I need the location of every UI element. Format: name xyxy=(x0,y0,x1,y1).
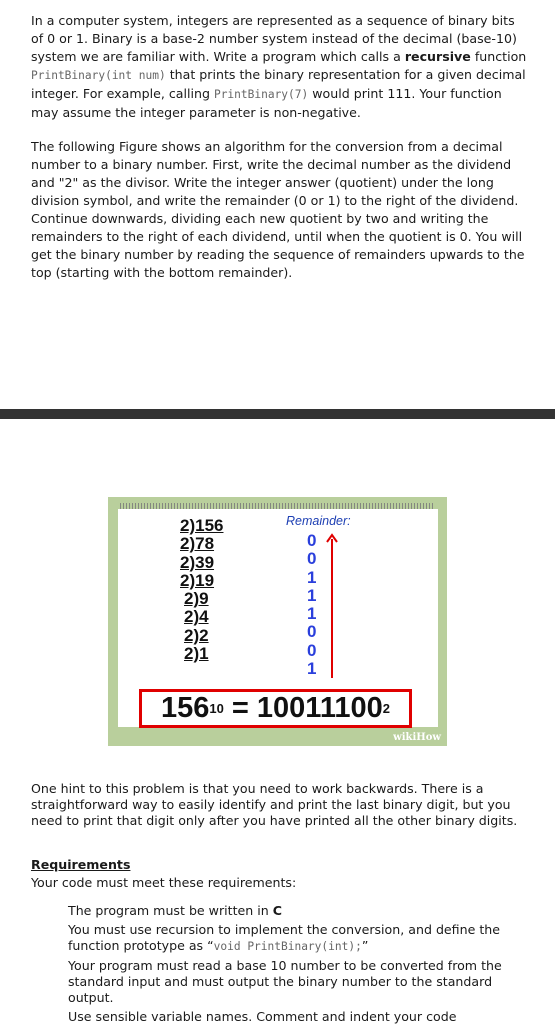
division-step: 2)9 xyxy=(184,589,209,609)
conversion-result-box xyxy=(139,689,412,728)
requirement-item-style: Use sensible variable names. Comment and indent your code xyxy=(68,1009,457,1024)
division-step: 2)4 xyxy=(184,607,209,627)
division-step: 2)78 xyxy=(180,534,215,554)
remainder-digit: 1 xyxy=(307,659,317,679)
division-step: 2)19 xyxy=(180,570,215,590)
result-decimal-base: 10 xyxy=(209,701,224,716)
remainders-column xyxy=(307,532,316,678)
remainder-digit: 0 xyxy=(307,622,317,642)
division-step: 2)156 xyxy=(180,516,224,535)
division-step: 2)1 xyxy=(184,644,209,664)
result-binary: 10011100 xyxy=(256,692,383,724)
divider-bar xyxy=(0,409,555,419)
intro-text-3: that prints the binary representation for a given decimal integer. For example, calling xyxy=(31,67,526,101)
requirement-item-language: The program must be written in C xyxy=(68,903,283,918)
intro-text-4: would print 111. Your function may assume the integer parameter is non-negative. xyxy=(31,86,502,120)
remainder-label: Remainder: xyxy=(286,514,351,528)
division-step: 2)2 xyxy=(184,625,209,645)
result-binary-base: 2 xyxy=(382,701,390,716)
recursive-emphasis: recursive xyxy=(404,49,471,64)
long-division-column xyxy=(180,517,223,663)
result-decimal: 156 xyxy=(161,692,210,724)
printbinary-example: PrintBinary(7) xyxy=(213,88,309,101)
requirements-subtitle: Your code must meet these requirements: xyxy=(31,875,297,890)
requirement-item-recursion: You must use recursion to implement the conversion, and define the function prototype as “void PrintBinary(int);” xyxy=(68,922,501,953)
hint-paragraph: One hint to this problem is that you need to work backwards. There is a straightforward way to easily identify and print the last binary digit, but you need to print that digit only after you have printed all the other binary digits. xyxy=(31,781,518,828)
remainder-digit: 0 xyxy=(307,640,317,660)
printbinary-signature: PrintBinary(int num) xyxy=(31,69,166,82)
division-step: 2)39 xyxy=(180,552,215,572)
intro-text-1: In a computer system, integers are represented as a sequence of binary bits of 0 or 1. Binary is a base-2 number system instead of the decimal (base-10) system we are familiar with. Write a program which calls a xyxy=(31,13,517,64)
result-equals: = xyxy=(223,692,257,724)
upward-arrow-icon xyxy=(326,533,338,678)
wikihow-watermark: wikiHow xyxy=(393,732,441,743)
requirement-item-io: Your program must read a base 10 number to be converted from the standard input and must output the binary number to the standard output. xyxy=(68,958,502,1005)
intro-paragraph xyxy=(31,12,527,122)
remainder-digit: 0 xyxy=(307,531,317,550)
algorithm-paragraph: The following Figure shows an algorithm for the conversion from a decimal number to a binary number. First, write the decimal number as the dividend and "2" as the divisor. Write the integer answer (quotient) under the long division symbol, and write the remainder (0 or 1) to the right of the dividend. Continue downwards, dividing each new quotient by two and writing the remainders to the right of each dividend, until when the quotient is 0. You will get the binary number by reading the sequence of remainders upwards to the top (starting with the bottom remainder). xyxy=(31,139,525,280)
requirements-heading: Requirements xyxy=(31,857,131,872)
remainder-digit: 1 xyxy=(307,585,317,605)
remainder-digit: 1 xyxy=(307,604,317,624)
remainder-digit: 0 xyxy=(307,549,317,569)
requirements-list xyxy=(68,903,518,1028)
intro-text-2: function xyxy=(470,49,527,64)
remainder-digit: 1 xyxy=(307,567,317,587)
